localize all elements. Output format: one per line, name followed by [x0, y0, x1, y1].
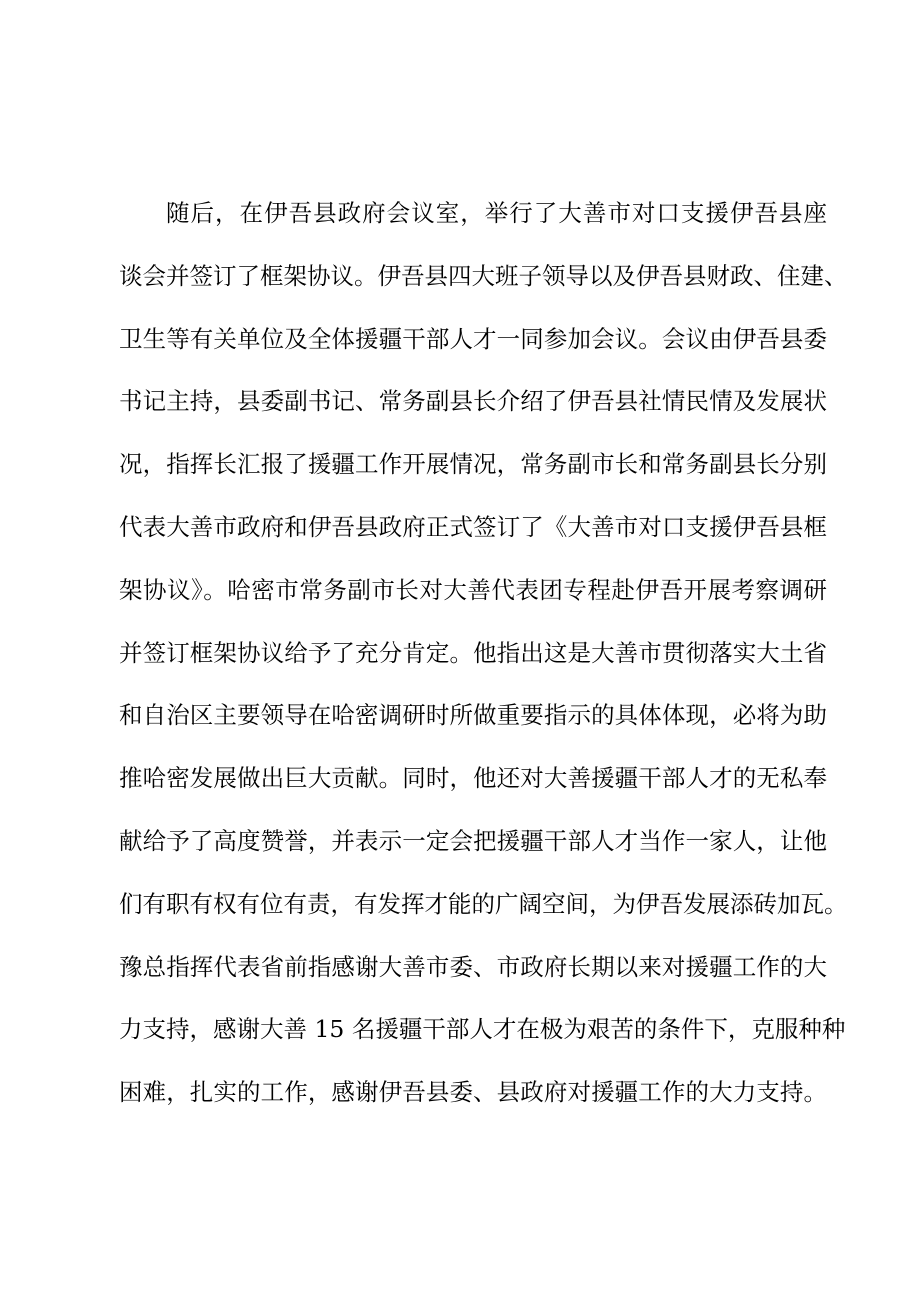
- paragraph-line: 况，指挥长汇报了援疆工作开展情况，常务副市长和常务副县长分别: [119, 450, 827, 479]
- paragraph-line: 书记主持，县委副书记、常务副县长介绍了伊吾县社情民情及发展状: [119, 387, 827, 416]
- paragraph-line: 卫生等有关单位及全体援疆干部人才一同参加会议。会议由伊吾县委: [119, 324, 827, 353]
- paragraph-line: 随后，在伊吾县政府会议室，举行了大善市对口支援伊吾县座: [166, 199, 827, 227]
- paragraph-line: 困难，扎实的工作，感谢伊吾县委、县政府对援疆工作的大力支持。: [119, 1078, 827, 1107]
- paragraph-line: 和自治区主要领导在哈密调研时所做重要指示的具体体现，必将为助: [119, 701, 827, 730]
- paragraph-line: 力支持，感谢大善 15 名援疆干部人才在极为艰苦的条件下，克服种种: [119, 1015, 846, 1044]
- body-paragraph: [119, 195, 848, 1137]
- paragraph-line: 献给予了高度赞誉，并表示一定会把援疆干部人才当作一家人，让他: [119, 826, 827, 855]
- paragraph-line: 谈会并签订了框架协议。伊吾县四大班子领导以及伊吾县财政、住建、: [119, 261, 848, 290]
- paragraph-line: 豫总指挥代表省前指感谢大善市委、市政府长期以来对援疆工作的大: [119, 952, 827, 981]
- paragraph-line: 代表大善市政府和伊吾县政府正式签订了《大善市对口支援伊吾县框: [119, 512, 827, 541]
- paragraph-line: 们有职有权有位有责，有发挥才能的广阔空间，为伊吾发展添砖加瓦。: [119, 889, 848, 918]
- paragraph-line: 架协议》。哈密市常务副市长对大善代表团专程赴伊吾开展考察调研: [119, 575, 827, 604]
- paragraph-line: 推哈密发展做出巨大贡献。同时，他还对大善援疆干部人才的无私奉: [119, 764, 827, 793]
- paragraph-line: 并签订框架协议给予了充分肯定。他指出这是大善市贯彻落实大土省: [119, 638, 827, 667]
